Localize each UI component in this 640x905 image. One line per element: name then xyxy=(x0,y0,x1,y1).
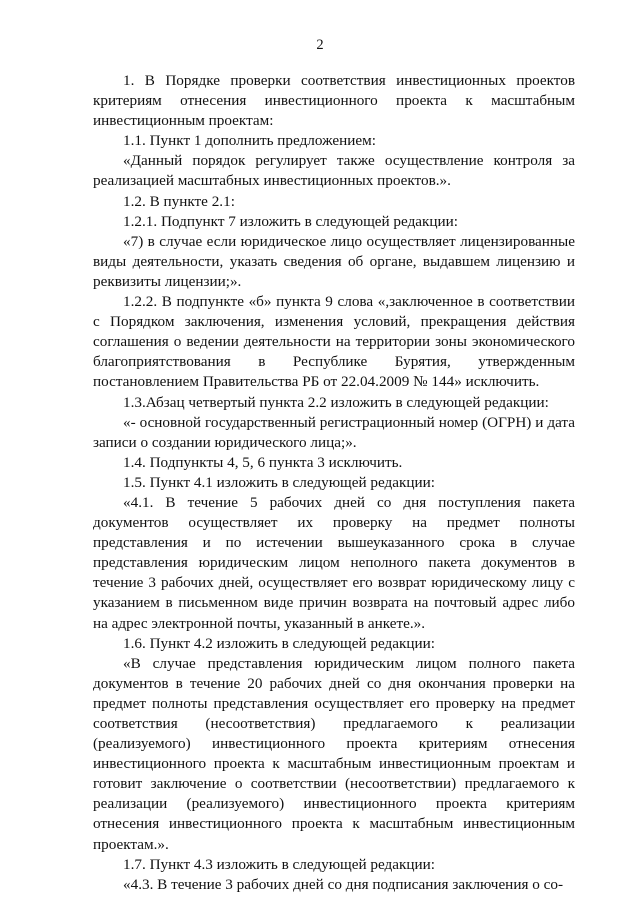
paragraph-1-4: 1.4. Подпункты 4, 5, 6 пункта 3 исключить. xyxy=(123,453,403,471)
paragraph-1-2-1-text: «7) в случае если юридическое лицо осуществляет лицензированные виды деятельности, указать сведения об органе, выдавшем лицензию и реквизиты лицензии;». xyxy=(93,232,575,290)
paragraph-1-2: 1.2. В пункте 2.1: xyxy=(123,192,235,210)
paragraph-1-6-text: «В случае представления юридическим лицом полного пакета документов в течение 20 рабочих дней со дня окончания проверки на предмет полноты представления осуществляет его проверку на предмет соответствия (несоответствия) предлагаемого к реализации (реализуемого) инвестиционного проекта критериям отнесения инвестиционного проекта к масштабным инвестиционным проектам и готовит заключение о соответствии (несоответствии) предлагаемого к реализации (реализуемого) инвестиционного проекта критериям отнесения инвестиционного проекта к масштабным инвестиционным проектам.». xyxy=(93,654,575,853)
paragraph-1-3: 1.3.Абзац четвертый пункта 2.2 изложить в следующей редакции: xyxy=(123,393,549,411)
paragraph-1-5-text: «4.1. В течение 5 рабочих дней со дня поступления пакета документов осуществляет их проверку на предмет полноты представления и по истечении вышеуказанного срока в случае представления юридическим лицом неполного пакета документов в течение 3 рабочих дней, осуществляет его возврат юридическому лицу с указанием в письменном виде причин возврата на почтовый адрес либо на адрес электронной почты, указанный в анкете.». xyxy=(93,493,575,632)
paragraph-1-7: 1.7. Пункт 4.3 изложить в следующей редакции: xyxy=(123,855,436,873)
paragraph-1-2-2: 1.2.2. В подпункте «б» пункта 9 слова «,заключенное в соответствии с Порядком заключения, изменения условий, прекращения действия соглашения о ведении деятельности на территории зоны экономического благоприятствования в Республике Бурятия, утвержденным постановлением Правительства РБ от 22.04.2009 № 144» исключить. xyxy=(93,293,575,391)
paragraph-1-1: 1.1. Пункт 1 дополнить предложением: xyxy=(123,132,376,150)
paragraph-1-5: 1.5. Пункт 4.1 изложить в следующей редакции: xyxy=(123,473,436,491)
paragraph-1-3-text: «- основной государственный регистрационный номер (ОГРН) и дата записи о создании юридического лица;». xyxy=(93,413,575,451)
paragraph-1: 1. В Порядке проверки соответствия инвестиционных проектов критериям отнесения инвестиционного проекта к масштабным инвестиционным проектам: xyxy=(93,72,575,130)
paragraph-1-6: 1.6. Пункт 4.2 изложить в следующей редакции: xyxy=(123,634,436,652)
paragraph-1-2-1: 1.2.1. Подпункт 7 изложить в следующей редакции: xyxy=(123,212,459,230)
document-body xyxy=(93,71,575,895)
paragraph-1-1-text: «Данный порядок регулирует также осуществление контроля за реализацией масштабных инвестиционных проектов.». xyxy=(93,152,575,190)
page-number: 2 xyxy=(316,37,324,53)
paragraph-1-7-text: «4.3. В течение 3 рабочих дней со дня подписания заключения о со- xyxy=(123,875,564,893)
